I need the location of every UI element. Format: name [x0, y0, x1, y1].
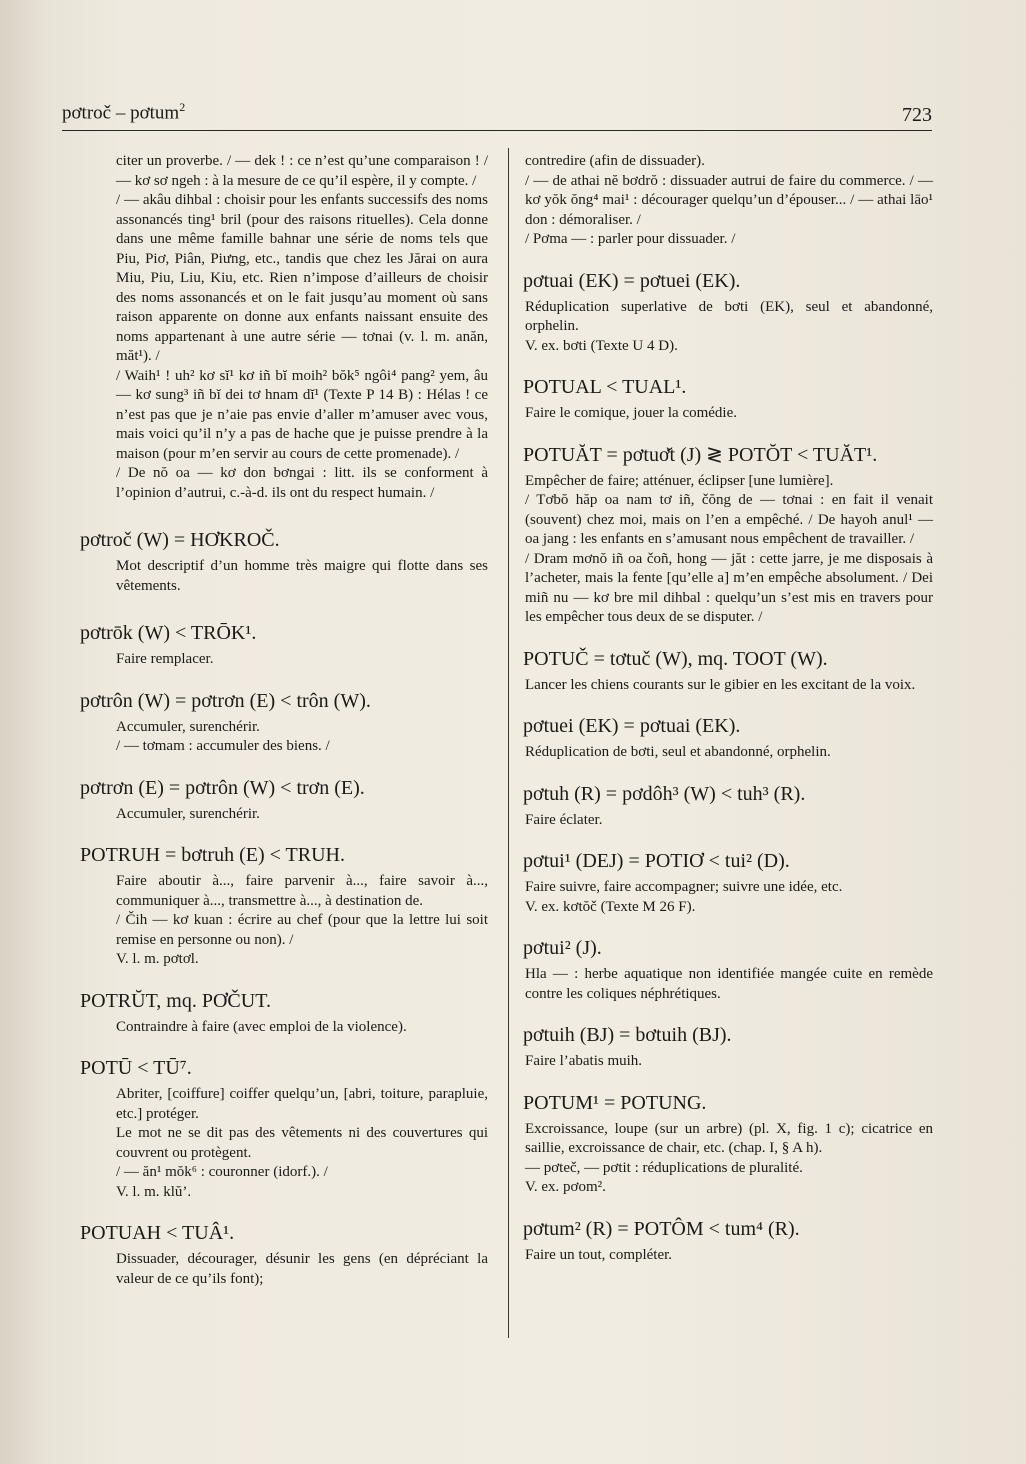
continuation-text: / Waih¹ ! uh² kơ sĭ¹ kơ iñ bĭ moih² bŏk⁵ ngôi⁴ pang² yem, âu — kơ sung³ iñ bĭ dei tơ hnam dĭ¹ (Texte P 14 B) : Hélas ! ce n’est pas que je n’aie pas envie d’aller m’amuser avec vous, mais voici qu’il n’y a pas de hache que je puisse prendre à la maison (pour m’en servir au cours de cette promenade). / [116, 367, 488, 462]
entry-headword: POTUAL < TUAL¹. [523, 376, 687, 398]
entry-body [525, 743, 933, 763]
dictionary-entry [525, 713, 933, 763]
dictionary-entry [525, 935, 933, 1004]
entry-headword: pơtuei (EK) = pơtuai (EK). [523, 715, 741, 737]
entry-headword: pơtrơn (E) = pơtrôn (W) < trơn (E). [80, 776, 365, 799]
entry-headword: POTUM¹ = POTUNG. [523, 1091, 707, 1114]
entry-body [525, 676, 933, 696]
entry-definition: Faire suivre, faire accompagner; suivre une idée, etc. [525, 879, 843, 895]
entry-headword: pơtui² (J). [523, 937, 602, 959]
entry-body [116, 805, 488, 825]
dictionary-entry [525, 1090, 933, 1198]
dictionary-entry [525, 1216, 933, 1266]
entry-headword: pơtuh (R) = pơdôh³ (W) < tuh³ (R). [523, 782, 806, 805]
continuation-text: citer un proverbe. / — dek ! : ce n’est qu’une comparaison ! / — kơ sơ ngeh : à la mesure de ce qu’il espère, il y compte. / [116, 153, 488, 189]
entry-headword: pơtrôn (W) = pơtrơn (E) < trôn (W). [80, 689, 371, 712]
entry-definition: Hla — : herbe aquatique non identifiée mangée cuite en remède contre les coliques néphrétiques. [525, 966, 933, 1002]
continuation-text: / Pơma — : parler pour dissuader. / [525, 231, 736, 247]
entry-example: / — ăn¹ mŏk⁶ : couronner (idorf.). / [116, 1164, 328, 1180]
entry-headword: POTŪ < TŪ⁷. [80, 1057, 192, 1079]
entry-example: / — tơmam : accumuler des biens. / [116, 738, 330, 754]
entry-headword: pơtum² (R) = POTÔM < tum⁴ (R). [523, 1217, 800, 1240]
entry-body [525, 1246, 933, 1266]
entry-body [525, 965, 933, 1004]
entry-definition: Mot descriptif d’un homme très maigre qui flotte dans ses vêtements. [116, 558, 488, 594]
continuation-text: / — de athai nĕ bơdrŏ : dissuader autrui de faire du commerce. / — kơ yŏk ŏng⁴ mai¹ : décourager quelqu’un d’épouser... / — athai lāo¹ don : démoraliser. / [525, 172, 933, 228]
dictionary-entry [525, 442, 933, 628]
entry-headword: pơtrōk (W) < TRŌK¹. [80, 622, 257, 644]
continuation-text: / De nŏ oa — kơ don bơngai : litt. ils se conforment à l’opinion d’autrui, c.-à-d. ils ont du respect humain. / [116, 465, 488, 501]
entry-note: Le mot ne se dit pas des vêtements ni des couvertures qui couvrent ou protègent. [116, 1125, 488, 1161]
entry-headword: pơtuai (EK) = pơtuei (EK). [523, 269, 741, 292]
dictionary-entry [80, 688, 488, 757]
dictionary-entry [525, 848, 933, 917]
entry-crossref: V. l. m. klŭ’. [116, 1183, 192, 1200]
entry-body [116, 872, 488, 970]
continuation-text: / — akâu dihbal : choisir pour les enfants successifs des noms assonancés ting¹ bril (pour des raisons rituelles). Cela donne dans une même famille bahnar une série de noms tels que Piu, Piơ, Piân, Piưng, etc., tandis que chez les Jărai on aura Miu, Piu, Liu, Kiu, etc. Rien n’impose d’ailleurs de choisir des noms assonancés et on le fait jusqu’au moment où sans raison apparente on donne aux enfants naissant ensuite des noms appartenant à une autre série — tơnai (v. l. m. anăn, măt¹). / [116, 192, 488, 364]
entry-crossref: V. ex. pơom². [525, 1179, 606, 1195]
entry-body [116, 718, 488, 757]
header-title-sup: 2 [179, 100, 186, 114]
entry-example: / Tơbŏ hăp oa nam tơ iñ, čŏng de — tơnai : en fait il venait (souvent) chez moi, mais on l’en a empêché. / De hayoh anul¹ — oa jang : les enfants en s’amusant nous empêchent de travailler. / [525, 492, 933, 547]
header-title-text: pơtroč – pơtum [62, 102, 180, 124]
dictionary-entry [525, 1022, 933, 1072]
dictionary-entry [80, 1055, 488, 1202]
entry-example: / Dram mơnŏ iñ oa čoñ, hong — jăt : cette jarre, je me disposais à l’acheter, mais la fente [qu’elle a] m’en empêche absolument. / Dei miñ nu — kơ bre mil dihbal : quelqu’un s’est mis en travers pour les empêcher tous deux de se disputer. / [525, 550, 933, 625]
entry-crossref: V. ex. bơti (Texte U 4 D). [525, 337, 678, 354]
entry-crossref: V. ex. kơtŏč (Texte M 26 F). [525, 898, 696, 915]
entry-headword: pơtroč (W) = HƠKROČ. [80, 529, 280, 551]
entry-definition: Empêcher de faire; atténuer, éclipser [une lumière]. [525, 472, 834, 489]
entry-headword: POTUČ = tơtuč (W), mq. TOOT (W). [523, 647, 828, 670]
entry-body [116, 557, 488, 596]
entry-definition: Contraindre à faire (avec emploi de la violence). [116, 1018, 407, 1035]
dictionary-entry [525, 374, 933, 424]
entry-definition: Faire remplacer. [116, 651, 214, 667]
entry-body [525, 878, 933, 917]
entry-body [525, 1120, 933, 1198]
entry-definition: Faire éclater. [525, 811, 603, 828]
dictionary-entry [525, 646, 933, 696]
dictionary-entry [80, 842, 488, 970]
dictionary-entry [525, 781, 933, 831]
page-gutter-shadow [0, 0, 44, 1464]
right-column [525, 152, 933, 1265]
entry-headword: POTRŬT, mq. PƠČUT. [80, 989, 271, 1012]
entry-headword: pơtuih (BJ) = bơtuih (BJ). [523, 1024, 732, 1046]
entry-body [525, 298, 933, 357]
continuation-text: contredire (afin de dissuader). [525, 153, 705, 169]
left-column [80, 152, 488, 1289]
entry-headword: POTUAH < TUÂ¹. [80, 1222, 235, 1244]
entry-definition: Réduplication superlative de bơti (EK), seul et abandonné, orphelin. [525, 298, 933, 334]
entry-body [525, 811, 933, 831]
entry-body [525, 1052, 933, 1072]
entry-body [525, 472, 933, 628]
dictionary-entry [80, 988, 488, 1038]
dictionary-entry [80, 527, 488, 596]
entry-body [116, 650, 488, 670]
entry-definition: Accumuler, surenchérir. [116, 718, 260, 735]
entry-body [116, 1018, 488, 1038]
entry-definition: Réduplication de bơti, seul et abandonné, orphelin. [525, 744, 831, 760]
entry-definition: Accumuler, surenchérir. [116, 805, 260, 822]
entry-headword: pơtui¹ (DEJ) = POTIƠ < tui² (D). [523, 850, 790, 872]
entry-body [116, 1250, 488, 1289]
entry-body [525, 404, 933, 424]
entry-body [116, 1085, 488, 1202]
entry-definition: Faire aboutir à..., faire parvenir à..., faire savoir à..., communiquer à..., transmettre à..., à destination de. [116, 873, 488, 909]
entry-definition: Faire l’abatis muih. [525, 1053, 643, 1069]
dictionary-entry [525, 268, 933, 357]
entry-definition: Faire un tout, compléter. [525, 1246, 673, 1263]
header-title [62, 100, 185, 124]
entry-note: — pơteč, — pơtit : réduplications de pluralité. [525, 1159, 803, 1176]
entry-crossref: V. l. m. pơtơl. [116, 951, 199, 967]
page-number: 723 [902, 104, 932, 126]
column-divider [508, 148, 509, 1338]
entry-definition: Dissuader, décourager, désunir les gens (en dépréciant la valeur de ce qu’ils font); [116, 1251, 488, 1287]
entry-headword: POTRUH = bơtruh (E) < TRUH. [80, 844, 345, 866]
running-header [62, 96, 932, 131]
entry-definition: Faire le comique, jouer la comédie. [525, 405, 737, 421]
dictionary-entry [80, 775, 488, 825]
entry-definition: Excroissance, loupe (sur un arbre) (pl. X, fig. 1 c); cicatrice en saillie, excroissance de chair, etc. (chap. I, § A h). [525, 1120, 933, 1156]
dictionary-entry [80, 1220, 488, 1289]
entry-example: / Čih — kơ kuan : écrire au chef (pour que la lettre lui soit remise en personne ou non). / [116, 912, 488, 948]
entry-definition: Lancer les chiens courants sur le gibier en les excitant de la voix. [525, 676, 916, 693]
dictionary-entry [80, 620, 488, 670]
entry-definition: Abriter, [coiffure] coiffer quelqu’un, [abri, toiture, parapluie, etc.] protéger. [116, 1086, 488, 1122]
entry-headword: POTUĂT = pơtuơ̆t (J) ≷ POTŎT < TUĂT¹. [523, 443, 878, 466]
